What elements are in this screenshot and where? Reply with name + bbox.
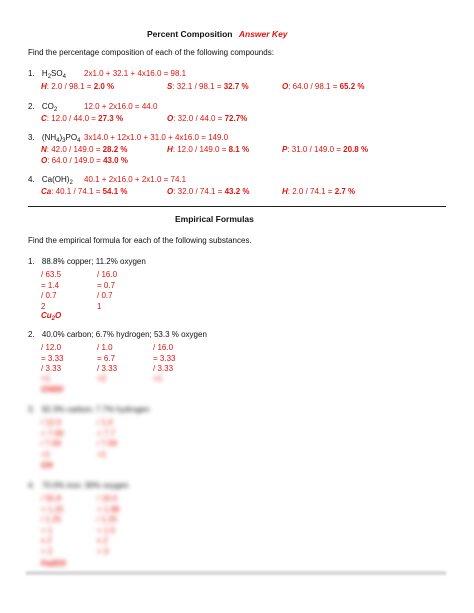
answer-ca: Ca: 40.1 / 74.1 = 54.1 % — [41, 187, 128, 196]
work-hydrogen: / 1.0 = 6.7 / 3.33 — [97, 343, 118, 373]
work-col-a: / 55.8 = 1.25 / 1.25 = 1 x 2 = 2 — [41, 494, 64, 556]
empirical-answer: CH2O — [41, 385, 64, 394]
answer-o: O: 64.0 / 149.0 = 43.0 % — [41, 156, 128, 165]
problem-1-header — [28, 70, 66, 78]
answer-n: N: 42.0 / 149.0 = 28.2 % — [41, 145, 128, 154]
empirical-problem-1 — [28, 258, 146, 266]
empirical-answer: Fe2O3 — [41, 559, 66, 568]
work-oxygen: / 16.0 = 0.7 / 0.7 1 — [97, 270, 118, 311]
empirical-answer: CH — [41, 461, 53, 470]
answer-s: S: 32.1 / 98.1 = 32.7 % — [167, 82, 249, 91]
empirical-answer: $Cu_2O$ — [41, 311, 62, 322]
blurred-preview-region — [0, 358, 474, 573]
answer-h: H: 2.0 / 74.1 = 2.7 % — [282, 187, 356, 196]
problem-number: 2. — [28, 330, 35, 339]
problem-number: 4. — [28, 175, 35, 184]
answer-o: O: 32.0 / 44.0 = 72.7% — [167, 114, 248, 123]
molar-mass-calc: 12.0 + 2x16.0 = 44.0 — [84, 102, 158, 111]
section-divider — [28, 206, 446, 207]
title-text: Percent Composition — [147, 29, 233, 39]
work-col-a: / 12.0 = 7.69 / 7.69 =1 — [41, 418, 64, 459]
formula: $Ca(OH)_2$ — [41, 175, 73, 186]
problem-number: 1. — [28, 69, 35, 78]
answer-h: H: 12.0 / 149.0 = 8.1 % — [167, 145, 250, 154]
problem-text: 40.0% carbon; 6.7% hydrogen; 53.3 % oxygen — [41, 330, 207, 339]
problem-3-header — [28, 134, 80, 142]
answer-key-label: Answer Key — [238, 29, 288, 39]
answer-h: H: 2.0 / 98.1 = 2.0 % — [41, 82, 115, 91]
molar-mass-calc: 3x14.0 + 12x1.0 + 31.0 + 4x16.0 = 149.0 — [84, 133, 229, 142]
answer-c: C: 12.0 / 44.0 = 27.3 % — [41, 114, 124, 123]
answer-o: O: 32.0 / 74.1 = 43.2 % — [167, 187, 250, 196]
problem-4-header — [28, 176, 73, 184]
work-hydrogen-result: =2 — [97, 374, 107, 383]
problem-number: 1. — [28, 257, 35, 266]
answer-o: O: 64.0 / 98.1 = 65.2 % — [282, 82, 365, 91]
work-col-b: / 1.0 = 7.7 / 7.69 =1 — [97, 418, 118, 459]
problem-2-header — [28, 103, 57, 111]
instruction-empirical: Find the empirical formula for each of the following substances. — [28, 236, 252, 245]
work-col-b: / 16.0 = 1.88 / 1.25 = 1.5 x 2 = 3 — [97, 494, 120, 556]
page-title — [147, 30, 288, 39]
problem-number: 2. — [28, 102, 35, 111]
section-title: Empirical Formulas — [175, 214, 254, 224]
molar-mass-calc: 2x1.0 + 32.1 + 4x16.0 = 98.1 — [84, 69, 187, 78]
empirical-problem-2 — [28, 331, 207, 339]
empirical-problem-3: 3. 92.3% carbon; 7.7% hydrogen — [28, 405, 150, 414]
problem-number: 3. — [28, 133, 35, 142]
formula: $(NH_4)_3PO_4$ — [41, 133, 81, 144]
answer-p: P: 31.0 / 149.0 = 20.8 % — [282, 145, 369, 154]
problem-text: 88.8% copper; 11.2% oxygen — [41, 257, 146, 266]
page-bottom-bar — [26, 571, 446, 575]
work-carbon: / 12.0 = 3.33 / 3.33 — [41, 343, 64, 373]
empirical-problem-4: 4. 70.0% iron; 30% oxygen — [28, 481, 129, 490]
work-oxygen: / 16.0 = 3.33 / 3.33 — [153, 343, 176, 373]
work-oxygen-result: =1 — [153, 374, 163, 383]
molar-mass-calc: 40.1 + 2x16.0 + 2x1.0 = 74.1 — [84, 175, 187, 184]
instruction-percent: Find the percentage composition of each of the following compounds: — [28, 48, 274, 57]
formula: $H_2SO_4$ — [41, 69, 66, 80]
work-copper: / 63.5 = 1.4 / 0.7 2 — [41, 270, 62, 311]
formula: $CO_2$ — [41, 102, 58, 113]
work-carbon-result: =1 — [41, 374, 51, 383]
